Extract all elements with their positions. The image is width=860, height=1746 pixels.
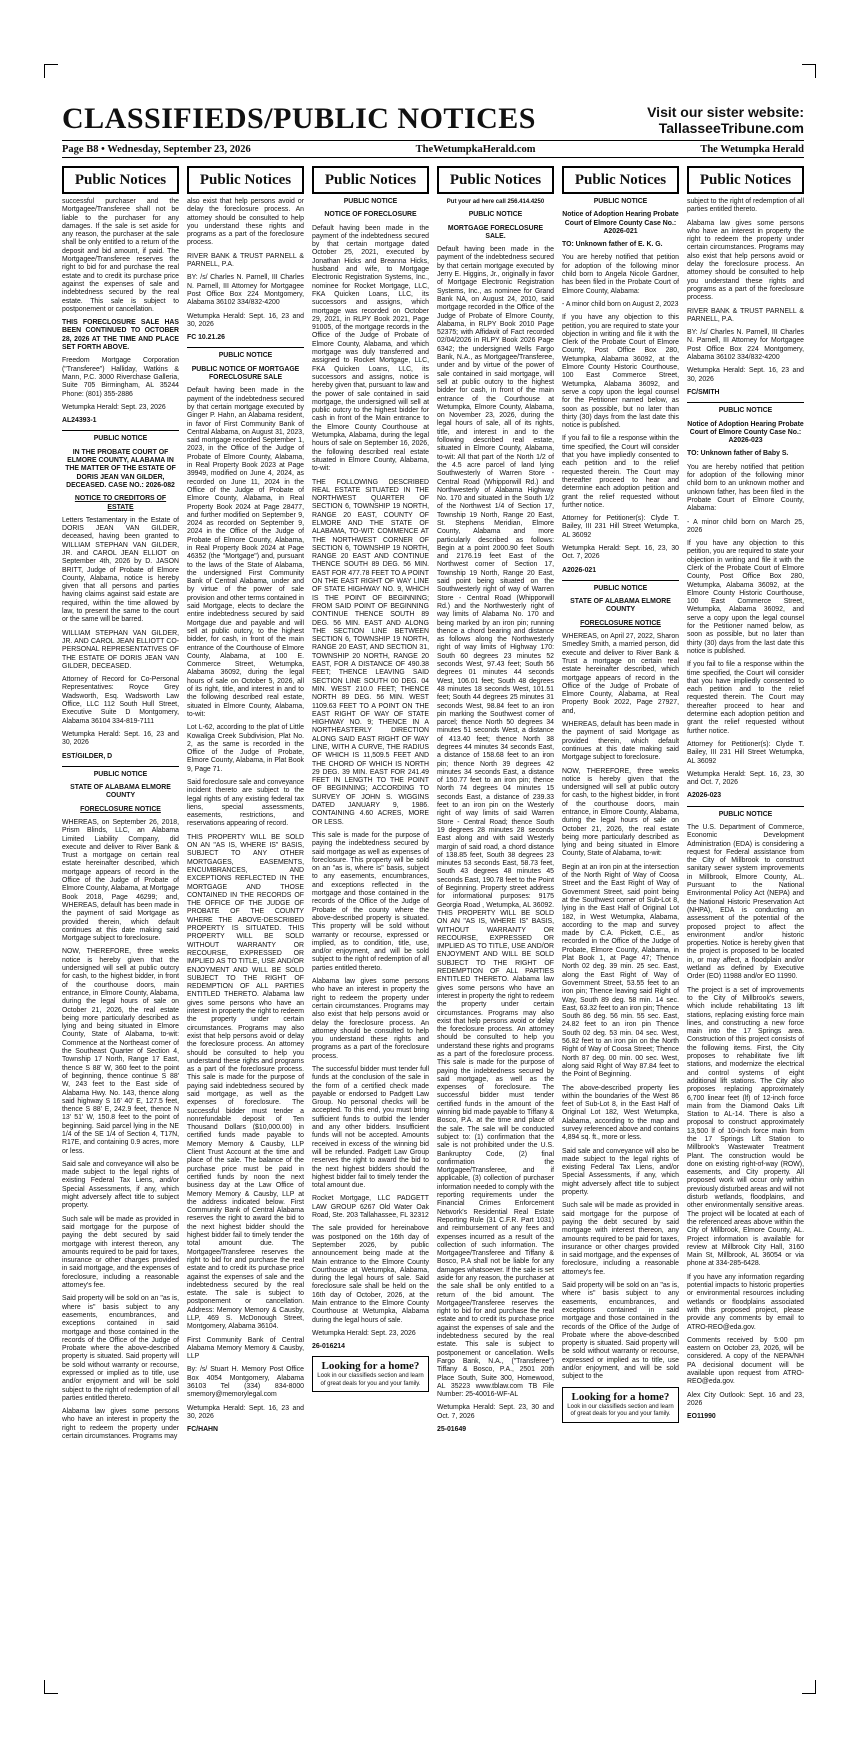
notice-text: Such sale will be made as provided in said mortgage for the purpose of paying the debt secured by said mortgage with interest thereon, any amounts required to be paid for taxes, insurance or other charges provided in said mortgage, and the expenses of foreclosure, including a reasonable attorney's fee. <box>562 1202 679 1276</box>
publication-dates: Wetumpka Herald: Sept. 23, 2026 <box>62 403 166 411</box>
notice-addressee: TO: Unknown father of E. K. G. <box>562 241 663 249</box>
notice-id: EST/GILDER, D <box>62 752 113 760</box>
masthead <box>62 96 804 136</box>
legal-description: THE FOLLOWING DESCRIBED REAL ESTATE SITUATED IN THE NORTHWEST QUARTER OF SECTION 6, TOWNSHIP 19 NORTH, RANGE 20 EAST, COUNTY OF ELMORE AND THE STATE OF ALABAMA, TO-WIT: COMMENCE AT THE NORTHWEST CORNER OF SECTION 6, TOWNSHIP 19 NORTH, RANGE 20 EAST AND CONTINUE THENCE SOUTH 89 DEG. 56 MIN. EAST FOR 477.78 FEET TO A POINT ON THE EAST RIGHT OF WAY LINE OF STATE HIGHWAY NO. 9, WHICH IS THE POINT OF BEGINNING; FROM SAID POINT OF BEGINNING CONTINUE THENCE SOUTH 89 DEG. 56 MIN. EAST AND ALONG THE SECTION LINE BETWEEN SECTION 6, TOWNSHIP 19 NORTH, RANGE 20 EAST, AND SECTION 31, TOWNSHIP 20 NORTH, RANGE 20 EAST, FOR A DISTANCE OF 490.38 FEET; THENCE LEAVING SAID SECTION LINE SOUTH 00 DEG. 04 MIN. WEST 210.0 FEET; THENCE NORTH 89 DEG. 56 MIN. WEST 1109.63 FEET TO A POINT ON THE EAST RIGHT OF WAY OF STATE HIGHWAY NO. 9; THENCE IN A NORTHEASTERLY DIRECTION ALONG SAID EAST RIGHT OF WAY LINE, WITH A CURVE, THE RADIUS OF WHICH IS 11,509.5 FEET AND THE CHORD OF WHICH IS NORTH 29 DEG. 39 MIN. EAST FOR 241.49 FEET IN LENGTH TO THE POINT OF BEGINNING; ACCORDING TO SURVEY OF JOHN S. WIGGINS DATED JANUARY 9, 1986. CONTAINING 4.60 ACRES, MORE OR LESS. <box>312 478 429 826</box>
ad-title: Looking for a home? <box>571 1390 670 1403</box>
publication-dates: Wetumpka Herald: Sept. 23, 30 and Oct. 7, 2026 <box>437 1404 554 1420</box>
notice-text: Such sale will be made as provided in said mortgage for the purpose of paying the debt secured by said mortgage with interest thereon, any amounts required to be paid for taxes, insurance or other charges provided in said mortgage, and the expenses of foreclosure, including a reasonable attorney's fee. <box>62 1215 179 1290</box>
column-2 <box>187 166 304 1686</box>
ad-title: Looking for a home? <box>321 1360 420 1373</box>
notice-text: Said sale and conveyance will also be made subject to the legal rights of existing Federal Tax Liens, and/or Special Assessments, if any, which might adversely affect title to subject property. <box>62 1160 179 1210</box>
notice-text: You are hereby notified that petition for adoption of the following minor child born to Angela Nicole Gardner, has been filed in the Probate Court of Elmore County, Alabama: <box>562 254 679 295</box>
notice-heading: FORECLOSURE NOTICE <box>80 805 161 813</box>
crop-mark-top-right <box>802 64 816 78</box>
publication-dates: Alex City Outlook: Sept. 16 and 23, 2026 <box>687 1391 804 1407</box>
notice-text: If you have any information regarding potential impacts to historic properties or environmental resources including wetlands or floodplains associated with this proposed project, please provide any comments by email to ATRO-REO@eda.gov. <box>687 1273 804 1331</box>
crop-mark-bottom-left <box>44 1680 58 1694</box>
column-4 <box>437 166 554 1686</box>
notice-heading: PUBLIC NOTICE <box>593 198 648 205</box>
notice-id: FC/HAHN <box>187 1426 219 1434</box>
notice-text: Lot L-62, according to the plat of Little Kowaliga Creek Subdivision, Plat No. 2, as the same is recorded in the Office of the Judge of Probate, Elmore County, Alabama, in Plat Book 9, Page 71. <box>187 724 304 773</box>
notice-heading: PUBLIC NOTICE <box>718 810 773 818</box>
notice-text: Letters Testamentary in the Estate of DORIS JEAN VAN GILDER, deceased, having been granted to WILLIAM STEPHAN VAN GILDER, JR. and CAROL JEAN ELLIOT on September 4th, 2026 by D. JASON BRITT, Judge of Probate of Elmore County, Alabama, notice is hereby given that all persons and parties having claims against said estate are required, within the time allowed by law, to present the same to the court or the same will be barred. <box>62 516 179 624</box>
notice-text: If you fail to file a response within the time specified, the Court will consider that you have impliedly consented to each petition and to the relief requested therein. The Court may thereafter proceed to hear and determine each adoption petition and grant the relief requested without further notice. <box>687 661 804 735</box>
divider <box>62 766 179 767</box>
folio-page-date: Page B8 • Wednesday, September 23, 2026 <box>62 143 251 155</box>
publication-dates: Wetumpka Herald: Sept. 16, 23, 30 Oct. 7, 2026 <box>562 544 679 561</box>
notice-text: If you have any objection to this petition, you are required to state your objection in writing and file it with the Clerk of the Probate Court of Elmore County, Post Office Box 280, Wetumpka, Alabama 36092, at the Elmore County Historic Courthouse, 100 East Commerce Street, Wetumpka, Alabama 36092, and serve a copy upon the legal counsel for the Petitioner named below, as soon as possible, but no later than thirty (30) days from the last date this notice is published. <box>687 540 804 655</box>
notice-heading: NOTICE OF FORECLOSURE <box>324 211 417 219</box>
notice-heading: PUBLIC NOTICE <box>718 407 773 415</box>
notice-addressee: TO: Unknown father of Baby S. <box>687 450 789 458</box>
publication-dates: Wetumpka Herald: Sept. 16, 23 and 30, 2026 <box>687 367 804 383</box>
notice-text: RIVER BANK & TRUST PARNELL & PARNELL, P.A. <box>687 307 804 323</box>
notice-heading: PUBLIC NOTICE <box>93 770 148 778</box>
notice-id: EO11990 <box>687 1413 716 1421</box>
column-1 <box>62 166 179 1686</box>
notice-text: WILLIAM STEPHAN VAN GILDER, JR. AND CAROL JEAN ELLIOTT CO-PERSONAL REPRESENTATIVES OF THE ESTATE OF DORIS JEAN VAN GILDER, DECEASED. <box>62 629 179 670</box>
column-5 <box>562 166 679 1686</box>
notice-heading: PUBLIC NOTICE OF MORTGAGE FORECLOSURE SALE <box>191 365 300 382</box>
folio-website[interactable]: TheWetumpkaHerald.com <box>415 143 536 155</box>
notice-text: NOW, THEREFORE, three weeks notice is hereby given that the undersigned will sell at public outcry for cash, to the highest bidder, in front of the courthouse doors, main entrance, in Elmore County, Alabama, during the legal hours of sale on October 21, 2026, the real estate being more particularly described as lying and being situated in Elmore County, State of Alabama, to-wit: <box>562 767 679 858</box>
notice-heading: FORECLOSURE NOTICE <box>580 619 661 627</box>
notice-text: WHEREAS, on April 27, 2022, Sharon Smedley Smith, a married person, did execute and deliver to River Bank & Trust a mortgage on certain real estate hereinafter described, which mortgage appears of record in the Office of the Judge of Probate of Elmore County, Alabama, at Real Property Book 2022, Page 27927, and, <box>562 633 679 715</box>
notice-text: Default having been made in the payment of the indebtedness secured by that certain mortgage executed by Ginger P. Hahn, an Alabama resident, in favor of First Community Bank of Central Alabama, on August 31, 2023, said mortgage recorded September 1, 2023, in the Office of the Judge of Probate of Elmore County, Alabama, in Real Property Book 2023 at Page 39949, modified on June 4, 2024, as recorded on June 11, 2024 in the Office of the Judge of Probate of Elmore County, Alabama, in Real Property Book 2024 at Page 28477, and further modified on September 9, 2024 as recorded on September 9, 2024 in the Office of the Judge of Probate of Elmore County, Alabama, in Real Property Book 2024 at Page 46352 (the "Mortgage") and, pursuant to the laws of the State of Alabama, the undersigned First Community Bank of Central Alabama, under and by virtue of the power of sale provision and other terms contained in said Mortgage, elects to declare the entire indebtedness secured by said Mortgage due and payable and will sell at public outcry, to the highest bidder, for cash, in front of the main entrance of the Courthouse of Elmore County, Alabama, at 100 E. Commerce Street, Wetumpka, Alabama 36092, during the legal hours of sale on October 5, 2026, all of its right, title, and interest in and to the following described real estate, situated in Elmore County, Alabama, to-wit: <box>187 387 304 718</box>
notice-id: FC 10.21.26 <box>187 334 225 342</box>
notice-text: RIVER BANK & TRUST PARNELL & PARNELL, P.A. <box>187 252 304 269</box>
notice-text: Attorney of Record for Co-Personal Representatives: Royce Grey Wadsworth, Esq. Wadsworth Law Office, LLC 112 South Hull Street, Executive Suite D Montgomery, Alabama 36104 334-819-7111 <box>62 676 179 725</box>
notice-text: If you have any objection to this petition, you are required to state your objection in writing and file it with the Clerk of the Probate Court of Elmore County, Post Office Box 280, Wetumpka, Alabama 36092, at the Elmore County Historic Courthouse, 100 East Commerce Street, Wetumpka, Alabama 36092, and serve a copy upon the legal counsel for the Petitioner named below, as soon as possible, but no later than thirty (30) days from the last date this notice is published. <box>562 314 679 430</box>
notice-text: The sale provided for hereinabove was postponed on the 16th day of September 2026, by public announcement being made at the Main entrance to the Elmore County Courthouse at Wetumpka, Alabama, during the legal hours of sale. Said foreclosure sale shall be held on the 16th day of October, 2026, at the Main entrance to the Elmore County Courthouse at Wetumpka, Alabama during the legal hours of sale. <box>312 1225 429 1324</box>
notice-id: FC/SMITH <box>687 388 720 396</box>
notice-text: This sale is made for the purpose of paying the indebtedness secured by said mortgage as well as expenses of foreclosure. This property will be sold on an "as is, where is" basis, subject to any easements, encumbrances, and exceptions reflected in the mortgage and those contained in the records of the Office of the Judge of Probate of the county where the above-described property is situated. This property will be sold without warranty or recourse, expressed or implied, as to condition, title, use, and/or enjoyment, and will be sold subject to the right of redemption of all parties entitled thereto. <box>312 831 429 972</box>
notice-text: subject to the right of redemption of all parties entitled thereto. <box>687 198 804 214</box>
notice-text: Attorney for Petitioner(s): Clyde T. Bailey, III 231 Hill Street Wetumpka, AL 36092 <box>562 515 679 539</box>
notice-text: The U.S. Department of Commerce, Economic Development Administration (EDA) is considering a request for Federal assistance from the City of Millbrook to construct sanitary sewer system improvements in Millbrook, Elmore County, AL. Pursuant to the National Environmental Policy Act (NEPA) and the National Historic Preservation Act (NHPA), EDA is conducting an assessment of the potential of the proposed project to affect the environment and/or historic properties. Notice is hereby given that the project is proposed to be located in, or may affect, a floodplain and/or wetland as defined by Executive Order (EO) 11988 and/or EO 11990. <box>687 824 804 981</box>
notice-text: - A minor child born on August 2, 2023 <box>562 300 679 308</box>
notice-heading: NOTICE TO CREDITORS OF ESTATE <box>74 495 167 511</box>
publication-dates: Wetumpka Herald: Sept. 23, 2026 <box>312 1329 416 1337</box>
notice-text: WHEREAS, default has been made in the payment of said Mortgage as provided therein, which default continues at this date making said Mortgage subject to foreclosure. <box>562 721 679 762</box>
notice-text: Said property will be sold on an "as is, where is" basis subject to any easements, encumbrances, and exceptions contained in said mortgage and those contained in the records of the Office of the Judge of Probate where the above-described property is situated. Said property will be sold without warranty or recourse, expressed or implied as to title, use and/or enjoyment and will be sold subject to the right of redemption of all parties entitled thereto. <box>62 1295 179 1402</box>
legal-description: Begin at an iron pin at the intersection of the North Right of Way of Coosa Street and the East Right of Way of Government Street, said point being at the Southwest corner of Sub-Lot 8, lying in the East Half of Original Lot 182, in West Wetumpka, Alabama, according to the map and survey made by C.A. Pickett, C.E., as recorded in the Office of the Judge of Probate, Elmore County, Alabama, in Plat Book 1, at Page 47; Thence North 02 deg. 39 min. 25 sec. East, along the East Right of Way of Government Street, 53.55 feet to an iron pin; Thence leaving said Right of Way, South 89 deg. 58 min. 14 sec. East, 63.32 feet to an iron pin; Thence South 86 deg. 56 min. 55 sec. East, 24.82 feet to an iron pin Thence South 02 deg. 53 min. 04 sec. West, 56.82 feet to an iron pin on the North Right of Way of Coosa Street; Thence North 87 deg. 00 min. 00 sec. West, along said Right of Way 87.84 feet to the Point of Beginning. <box>562 863 679 1079</box>
column-6 <box>687 166 804 1686</box>
notice-text: The above-described property lies within the boundaries of the West 86 feet of Sub-Lot 8, in the East Half of Original Lot 182, West Wetumpka, Alabama, according to the map and survey referenced above and contains 4,894 sq. ft., more or less. <box>562 1084 679 1142</box>
notice-text: Alabama law gives some persons who have an interest in property the right to redeem the property under certain circumstances. Programs may <box>62 1408 179 1441</box>
column-3 <box>312 166 429 1686</box>
notice-heading: PUBLIC NOTICE <box>218 352 273 360</box>
notice-text: Rocket Mortgage, LLC PADGETT LAW GROUP 6267 Old Water Oak Road, Ste. 203 Tallahassee, FL 32312 <box>312 1195 429 1220</box>
notice-id: A2026-021 <box>562 566 597 574</box>
column-heading: Public Notices <box>62 166 179 194</box>
continuation-notice: THIS FORECLOSURE SALE HAS BEEN CONTINUED TO OCTOBER 28, 2026 AT THE TIME AND PLACE SET FORTH ABOVE. <box>62 319 179 352</box>
ad-subtext: Look in our classifieds section and learn of great deals for you and your family. <box>317 1373 424 1387</box>
notice-text: Freedom Mortgage Corporation ("Transferee") Halliday, Watkins & Mann, P.C. 3000 Riverchase Galleria, Suite 705 Birmingham, AL 35244 Phone: (801) 355-2886 <box>62 357 179 398</box>
sister-website-url[interactable]: TallasseeTribune.com <box>658 120 804 136</box>
notice-text: also exist that help persons avoid or delay the foreclosure process. An attorney should be consulted to help you understand these rights and programs as a part of the foreclosure process. <box>187 198 304 247</box>
crop-mark-bottom-right <box>802 1680 816 1694</box>
notice-text: Default having been made in the payment of the indebtedness secured by that certain mortgage executed by Jerry E. Higgins, Jr., originally in favor of Mortgage Electronic Registration Systems, Inc., as nominee for Grand Bank NA, on August 24, 2010, said mortgage recorded in the Office of the Judge of Probate of Elmore County, Alabama, in RLPY Book 2010 Page 52375; with Affidavit of Fact recorded 02/04/2026 in RLPY Book 2026 Page 6342; the undersigned Wells Fargo Bank, N.A., as Mortgagee/Transferee, under and by virtue of the power of sale contained in said mortgage, will sell at public outcry to the highest bidder for cash, in front of the main entrance of the Courthouse at Wetumpka, Elmore County, Alabama, on November 23, 2026, during the legal hours of sale, all of its rights, title, and interest in and to the following described real estate, situated in Elmore County, Alabama, to-wit: All that part of the North 1/2 of the 4.5 acre parcel of land lying Southwesterly of Warren Store - Central Road (Whipporwill Rd.) and Northwesterly of Alabama Highway No. 170 and situated in the South 1/2 of the Northwest 1/4 of Section 17, Township 19 North, Range 20 East, St. Stephens Meridian, Elmore County, Alabama and more particularly described as follows: Begin at a point 2000.90 feet South and 2176.19 feet East of the Northwest corner of Section 17, Township 19 North, Range 20 East, said point being situated on the Southwesterly right of way of Warren Store - Central Road (Whipporwill Rd.) and the Northwesterly right of way limits of Alabama No. 170 and being marked by an iron pin; running thence a chord bearing and distance as follows along the Northwesterly right of way limits of Highway 170: South 60 degrees 23 minutes 52 seconds West, 97.43 feet; South 56 degrees 01 minutes 44 seconds West, 106.01 feet; South 48 degrees 48 minutes 18 seconds West, 101.51 feet; South 44 degrees 25 minutes 31 seconds West, 98.84 feet to an iron pin marking the Southwest corner of parcel; thence North 50 degrees 34 minutes 51 seconds West, a distance of 413.40 feet; thence North 38 degrees 44 minutes 34 seconds East, a distance of 158.68 feet to an iron pin; thence North 39 degrees 42 minutes 34 seconds East, a distance of 150.77 feet to an iron pin; thence North 74 degrees 04 minutes 15 seconds East, a distance of 239.33 feet to an iron pin on the Westerly right of way limits of said Warren Store - Central Road; thence South 19 degrees 28 minutes 28 seconds East along and with said Westerly margin of said road, a chord distance of 138.85 feet, South 38 degrees 23 minutes 53 seconds East, 58.73 feet, South 43 degrees 48 minutes 45 seconds East, 190.78 feet to the Point of Beginning. Property street address for informational purposes: 9175 Georgia Road , Wetumpka, AL 36092. THIS PROPERTY WILL BE SOLD ON AN "AS IS, WHERE IS" BASIS, WITHOUT WARRANTY OR RECOURSE, EXPRESSED OR IMPLIED AS TO TITLE, USE AND/OR ENJOYMENT AND WILL BE SOLD SUBJECT TO THE RIGHT OF REDEMPTION OF ALL PARTIES ENTITLED THERETO. Alabama law gives some persons who have an interest in property the right to redeem the property under certain circumstances. Programs may also exist that help persons avoid or delay the foreclosure process. An attorney should be consulted to help you understand these rights and programs as a part of the foreclosure process. This sale is made for the purpose of paying the indebtedness secured by said mortgage, as well as the expenses of foreclosure. The successful bidder must tender certified funds in the amount of the winning bid made payable to Tiffany & Bosco, P.A. at the time and place of the sale. The sale will be conducted subject to: (1) confirmation that the sale is not prohibited under the U.S. Bankruptcy Code, (2) final confirmation the Mortgagee/Transferee, and if applicable, (3) collection of purchaser information needed to comply with the reporting requirements under the Financial Crimes Enforcement Network's Residential Real Estate Reporting Rule (31 C.F.R. Part 1031) and reimbursement of any fees and expenses incurred as a result of the collection of such information. The Mortgagee/Transferee and Tiffany & Bosco, P.A shall not be liable for any damages whatsoever. If the sale is set aside for any reason, the purchaser at the sale shall be only entitled to a return of the bid amount. The Mortgagee/Transferee reserves the right to bid for and purchase the real estate and to credit its purchase price against the expenses of sale and the indebtedness secured by the real estate. This sale is subject to postponement or cancellation. Wells Fargo Bank, N.A., ("Transferee") Tiffany & Bosco, P.A., 2501 20th Place South, Suite 300, Homewood, AL 35223 www.tblaw.com TB File Number: 25-40016-WF-AL <box>437 246 554 1399</box>
notice-text: NOW, THEREFORE, three weeks notice is hereby given that the undersigned will sell at public outcry for cash, to the highest bidder, in front of the courthouse doors, main entrance, in Elmore County, Alabama, during the legal hours of sale on October 21, 2026, the real estate being more particularly described as lying and being situated in Elmore County, State of Alabama, to-wit: Commence at the Northeast corner of the Southeast Quarter of Section 4, Township 17 North, Range 17 East, thence S 88' W, 360 feet to the point of beginning, thence continue S 88' W, 243 feet to the East side of Alabama Hwy. No. 143, thence along said highway S 16' 40' E, 127.5 feet, thence S 88' E, 242.9 feet, thence N 13' 51' W, 150.8 feet to the point of beginning. Said parcel lying in the NE 1/4 of the SE 1/4 of Section 4, T17N, R17E, and containing 0.9 acres, more or less. <box>62 948 179 1155</box>
notices-columns <box>62 166 804 1686</box>
notice-heading: STATE OF ALABAMA ELMORE COUNTY <box>70 784 171 800</box>
notice-text: Said foreclosure sale and conveyance incident thereto are subject to the legal rights of any existing federal tax liens, special assessments, easements, restrictions, and reservations appearing of record. <box>187 779 304 828</box>
publication-dates: Wetumpka Herald: Sept. 16, 23 and 30, 2026 <box>187 312 304 328</box>
sister-website-label: Visit our sister website: <box>647 104 804 120</box>
notice-heading: IN THE PROBATE COURT OF ELMORE COUNTY, ALABAMA IN THE MATTER OF THE ESTATE OF DORIS JEAN VAN GILDER, DECEASED. CASE NO.: 2026-082 <box>65 448 176 489</box>
notice-text: Comments received by 5:00 pm eastern on October 23, 2026, will be considered. A copy of the NEPA/NH PA decisional document will be available upon request from ATRO-REO@eda.gov. <box>687 1336 804 1386</box>
looking-for-home-ad[interactable] <box>562 1387 679 1423</box>
notice-text: Alabama law gives some persons who have an interest in property the right to redeem the property under certain circumstances. Programs may also exist that help persons avoid or delay the foreclosure process. An attorney should be consulted to help you understand these rights and programs as a part of the foreclosure process. <box>687 219 804 302</box>
notice-heading: MORTGAGE FORECLOSURE SALE. <box>447 224 544 240</box>
notice-text: Default having been made in the payment of the indebtedness secured by that certain mortgage dated October 25, 2021, executed by Jonathan Hicks and Breanna Hicks, husband and wife, to Mortgage Electronic Registration Systems, Inc., nominee for Rocket Mortgage, LLC, FKA Quicken Loans, LLC, its successors and assigns, which mortgage was recorded on October 29, 2021, in RLPY Book 2021, Page 91005, of the mortgage records in the Office of the Judge of Probate of Elmore County, Alabama, and which mortgage was duly transferred and assigned to Rocket Mortgage, LLC, FKA Quicken Loans, LLC, its successors and assigns, notice is hereby given that, pursuant to law and the power of sale contained in said mortgage, the undersigned will sell at public outcry to the highest bidder for cash in front of the Main entrance to the Elmore County Courthouse at Wetumpka, Alabama, during the legal hours of sale on September 16, 2026, the following described real estate situated in Elmore County, Alabama, to-wit: <box>312 224 429 473</box>
notice-heading: PUBLIC NOTICE <box>93 435 148 443</box>
notice-id: 25-01649 <box>437 1426 467 1434</box>
notice-text: If you fail to file a response within the time specified, the Court will consider that you have impliedly consented to each petition and to the relief requested therein. The Court may thereafter proceed to hear and determine each adoption petition and grant the relief requested without further notice. <box>562 435 679 509</box>
divider <box>687 402 804 403</box>
folio-line <box>62 140 804 158</box>
notice-heading: PUBLIC NOTICE <box>468 211 523 219</box>
section-title: CLASSIFIEDS/PUBLIC NOTICES <box>62 102 536 135</box>
divider <box>687 806 804 807</box>
notice-text: By: /s/ Stuart H. Memory Post Office Box 4054 Montgomery, Alabama 36103 Tel (334) 834-8000 smemory@memorylegal.com <box>187 1366 304 1399</box>
notice-heading: Notice of Adoption Hearing Probate Court of Elmore County Case No.: A2026-023 <box>687 420 804 445</box>
ad-promo: Put your ad here call 256.414.4250 <box>446 199 545 205</box>
notice-text: WHEREAS, on September 26, 2018, Prism Blinds, LLC, an Alabama Limited Liability Company, did execute and deliver to River Bank & Trust a mortgage on certain real estate hereinafter described, which mortgage appears of record in the Office of the Judge of Probate of Elmore County, Alabama, at Mortgage Book 2018, Page 46299; and, WHEREAS, default has been made in the payment of said Mortgage as provided therein, which default continues at this date making said Mortgage subject to foreclosure. <box>62 819 179 943</box>
notice-text: The successful bidder must tender full funds at the conclusion of the sale in the form of a certified check made payable or endorsed to Padgett Law Group. No personal checks will be accepted. To this end, you must bring sufficient funds to outbid the lender and any other bidders. Insufficient funds will not be accepted. Amounts received in excess of the winning bid will be refunded. Padgett Law Group reserves the right to award the bid to the next highest bidders should the highest bidder fail to timely tender the total amount due. <box>312 1065 429 1190</box>
notice-text: successful purchaser and the Mortgagee/Transferee shall not be liable to the purchaser for any damages. If the sale is set aside for any reason, the purchaser at the sale shall be only entitled to a return of the deposit and bid amount, if paid. The Mortgagee/Transferee reserves the right to bid for and purchase the real estate and to credit its purchase price against the expenses of sale and indebtedness secured by the real estate. This sale is subject to postponement or cancellation. <box>62 198 179 313</box>
divider <box>187 347 304 348</box>
notice-heading: PUBLIC NOTICE <box>593 584 648 592</box>
folio-paper-name: The Wetumpka Herald <box>700 143 804 155</box>
column-heading: Public Notices <box>437 166 554 194</box>
notice-text: You are hereby notified that petition for adoption of the following minor child born to an unknown mother and unknown father, has been filed in the Probate Court of Elmore County, Alabama: <box>687 463 804 513</box>
notice-text: Said sale and conveyance will also be made subject to the legal rights of existing Federal Tax Liens, and/or Special Assessments, if any, which might adversely affect title to subject property. <box>562 1147 679 1197</box>
notice-text: - A minor child born on March 25, 2026 <box>687 518 804 534</box>
notice-heading: PUBLIC NOTICE <box>343 198 398 205</box>
column-heading: Public Notices <box>562 166 679 194</box>
publication-dates: Wetumpka Herald: Sept. 16, 23 and 30, 2026 <box>62 730 179 747</box>
publication-dates: Wetumpka Herald: Sept. 16, 23, 30 and Oct. 7, 2026 <box>687 770 804 787</box>
sister-website-promo <box>647 104 804 136</box>
notice-id: A2026-023 <box>687 792 722 800</box>
notice-text: Alabama law gives some persons who have an interest in property the right to redeem the property under certain circumstances. Programs may also exist that help persons avoid or delay the foreclosure process. An attorney should be consulted to help you understand these rights and programs as a part of the foreclosure process. <box>312 978 429 1060</box>
notice-text: Attorney for Petitioner(s): Clyde T. Bailey, III 231 Hill Street Wetumpka, AL 36092 <box>687 740 804 765</box>
notice-text: Said property will be sold on an "as is, where is" basis subject to any easements, encumbrances, and exceptions contained in said mortgage and those contained in the records of the Office of the Judge of Probate where the above-described property is situated. Said property will be sold without warranty or recourse, expressed or implied as to title, use and/or enjoyment, and will be sold subject to the <box>562 1282 679 1381</box>
notice-heading: Notice of Adoption Hearing Probate Court of Elmore County Case No.: A2026-021 <box>562 211 679 235</box>
divider <box>62 430 179 431</box>
publication-dates: Wetumpka Herald: Sept. 16, 23 and 30, 2026 <box>187 1404 304 1420</box>
crop-mark-top-left <box>44 64 58 78</box>
notice-text: THIS PROPERTY WILL BE SOLD ON AN "AS IS, WHERE IS" BASIS, SUBJECT TO ANY OTHER MORTGAGES, EASEMENTS, ENCUMBRANCES, AND EXCEPTIONS REFLECTED IN THE MORTGAGE AND THOSE CONTAINED IN THE RECORDS OF THE OFFICE OF THE JUDGE OF PROBATE OF THE COUNTY WHERE THE ABOVE-DESCRIBED PROPERTY IS SITUATED. THIS PROPERTY WILL BE SOLD WITHOUT WARRANTY OR RECOURSE, EXPRESSED OR IMPLIED AS TO TITLE, USE AND/OR ENJOYMENT AND WILL BE SOLD SUBJECT TO THE RIGHT OF REDEMPTION OF ALL PARTIES ENTITLED THERETO. Alabama law gives some persons who have an interest in property the right to redeem the property under certain circumstances. Programs may also exist that help persons avoid or delay the foreclosure process. An attorney should be consulted to help you understand these rights and programs as a part of the foreclosure process. This sale is made for the purpose of paying said indebtedness secured by said mortgage, as well as the expenses of foreclosure. The successful bidder must tender a nonrefundable deposit of Ten Thousand Dollars ($10,000.00) in certified funds made payable to Memory Memory & Causby, LLP Client Trust Account at the time and place of the sale. The balance of the purchase price must be paid in certified funds by noon the next business day at the Law Office of Memory Memory & Causby, LLP at the address indicated below. First Community Bank of Central Alabama reserves the right to award the bid to the next highest bidder should the highest bidder fail to timely tender the total amount due. The Mortgagee/Transferee reserves the right to bid for and purchase the real estate and to credit its purchase price against the expenses of sale and the indebtedness secured by the real estate. The sale is subject to postponement or cancellation. Address: Memory Memory & Causby, LLP, 469 S. McDonough Street, Montgomery, Alabama 36104. <box>187 833 304 1331</box>
looking-for-home-ad[interactable] <box>312 1356 429 1392</box>
notice-id: 26-016214 <box>312 1343 345 1351</box>
column-heading: Public Notices <box>687 166 804 194</box>
notice-text: The project is a set of improvements to the City of Millbrook's sewers, which include rehabilitating 13 lift stations, replacing existing force main lines, and constructing a new force main into the 17 Springs area. Construction of this project consists of the following items. First, the City proposes to rehabilitate five lift stations, and modernize the electrical and control systems of eight additional lift stations. The City also proposes replacing approximately 6,700 linear feet (lf) of 12-inch force main from the Diamond Oaks Lift Station to AL-14. There is also a proposal to construct approximately 13,500 lf of 10-inch force main from the 17 Springs Lift Station to Millbrook's Wastewater Treatment Plant. The construction would be done on existing right-of-way (ROW), easements, and City property. All proposed work will occur only within previously disturbed areas and will not disturb wetlands, floodplains, and other environmentally sensitive areas. The project will be located at each of the referenced areas above within the City of Millbrook, Elmore County, AL. Project information is available for review at Millbrook City Hall, 3160 Main St, Millbrook, AL 36054 or via phone at 334-285-6428. <box>687 986 804 1268</box>
column-heading: Public Notices <box>187 166 304 194</box>
notice-heading: STATE OF ALABAMA ELMORE COUNTY <box>570 598 671 614</box>
column-heading: Public Notices <box>312 166 429 194</box>
divider <box>562 580 679 581</box>
notice-text: BY: /s/ Charles N. Parnell, III Charles N. Parnell, III Attorney for Mortgagee Post Office Box 224 Montgomery, Alabama 36102 334/832-4200 <box>687 329 804 362</box>
notice-text: BY: /s/ Charles N. Parnell, III Charles N. Parnell, III Attorney for Mortgagee Post Office Box 224 Montgomery, Alabama 36102 334/832-4200 <box>187 274 304 307</box>
notice-id: AL24393-1 <box>62 417 97 425</box>
notice-text: First Community Bank of Central Alabama Memory Memory & Causby, LLP <box>187 1336 304 1361</box>
ad-subtext: Look in our classifieds section and learn of great deals for you and your family. <box>567 1403 674 1418</box>
